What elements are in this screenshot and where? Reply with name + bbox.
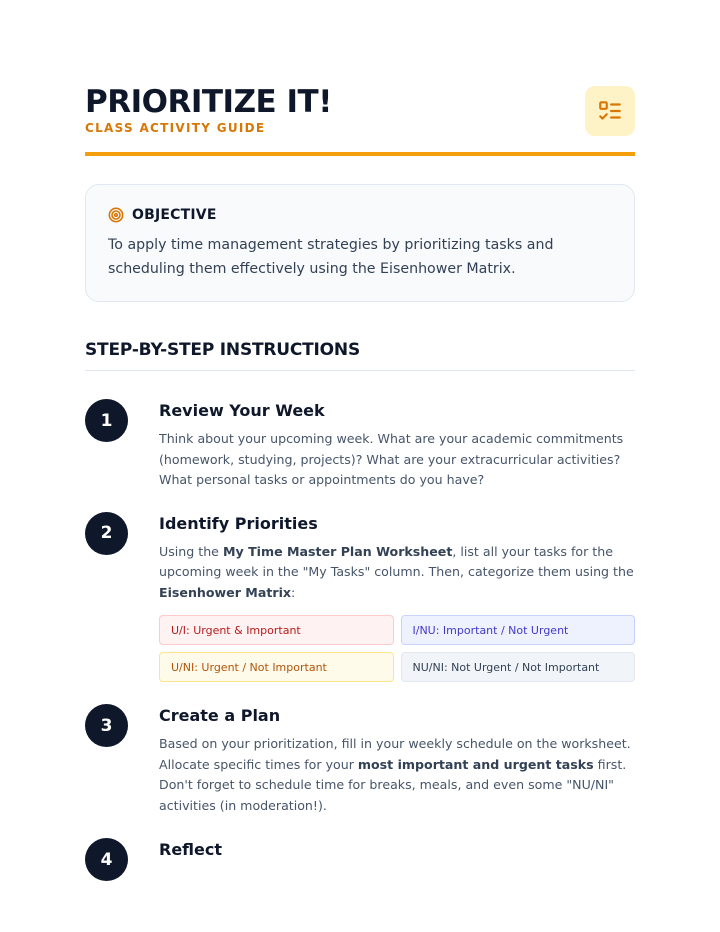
page-subtitle: CLASS ACTIVITY GUIDE <box>85 121 266 135</box>
page-header <box>85 0 635 156</box>
step-title: Identify Priorities <box>159 513 318 533</box>
step-number-badge: 1 <box>85 399 128 442</box>
step-text-part: Based on your prioritization, fill in your weekly schedule on the worksheet. Allocate specific times for your <box>159 736 631 772</box>
objective-title: OBJECTIVE <box>132 207 217 223</box>
worksheet-name: My Time Master Plan Worksheet <box>222 543 453 559</box>
step-number-badge: 2 <box>85 512 128 555</box>
step-2 <box>85 512 635 683</box>
matrix-cell-urgent-important: U/I: Urgent & Important <box>159 615 394 645</box>
matrix-cell-important-not-urgent: I/NU: Important / Not Urgent <box>401 615 636 645</box>
matrix-cell-not-urgent-not-important: NU/NI: Not Urgent / Not Important <box>401 652 636 682</box>
step-number-badge: 4 <box>85 838 128 881</box>
step-text <box>159 734 635 816</box>
page-title: PRIORITIZE IT! <box>85 84 332 120</box>
emphasis-text: most important and urgent tasks <box>357 756 594 772</box>
objective-header <box>108 207 612 223</box>
header-badge <box>585 86 635 136</box>
step-1 <box>85 399 635 491</box>
step-text <box>159 542 635 604</box>
step-title: Review Your Week <box>159 401 325 420</box>
matrix-name: Eisenhower Matrix <box>159 584 292 600</box>
instructions-title: STEP-BY-STEP INSTRUCTIONS <box>85 340 635 371</box>
step-text: Think about your upcoming week. What are your academic commitments (homework, studying, projects)? What are your extracurricular activities? What personal tasks or appointments do you have? <box>159 431 624 487</box>
eisenhower-matrix <box>159 615 635 682</box>
target-icon <box>108 207 124 223</box>
step-text-part: first. Don't forget to schedule time for breaks, meals, and even some "NU/NI" activities (in moderation!). <box>159 756 627 813</box>
matrix-cell-urgent-not-important: U/NI: Urgent / Not Important <box>159 652 394 682</box>
step-4 <box>85 838 635 870</box>
step-text-part: , list all your tasks for the upcoming week in the "My Tasks" column. Then, categorize them using the <box>159 543 634 579</box>
step-title: Reflect <box>159 840 223 859</box>
step-text-part: Using the <box>159 543 223 559</box>
step-3 <box>85 704 635 816</box>
step-number-badge: 3 <box>85 704 128 747</box>
objective-card <box>85 184 635 302</box>
objective-text: To apply time management strategies by prioritizing tasks and scheduling them effectively using the Eisenhower Matrix. <box>108 237 554 277</box>
step-text-part: : <box>291 584 296 600</box>
checklist-icon <box>597 98 623 124</box>
step-title: Create a Plan <box>159 706 281 725</box>
